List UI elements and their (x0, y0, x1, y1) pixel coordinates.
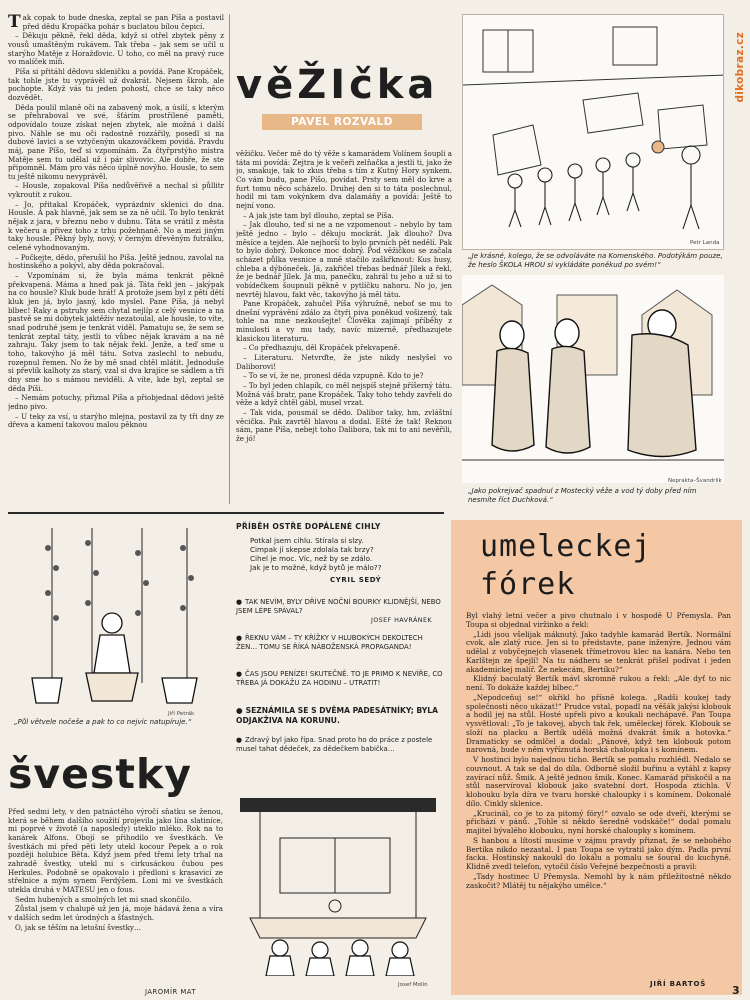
story-paragraph: – Co předhazuju, děl Kropáček překvapeně. (243, 343, 400, 353)
aphorism: ● TAK NEVÍM, BYLY DŘÍVE NOČNÍ BOURKY KLIDNĚJŠÍ, NEBO JSEM LÉPE SPÁVAL? JOSEF HAVRÁNEK (236, 598, 444, 625)
poem-author: CYRIL SEDÝ (330, 576, 382, 584)
story-paragraph: Děda poulil mlaně oči na zabavený mok, a úsilí, s kterým se přehraboval ve své, šťárím prostřílené paměti, odpovídalo touze získat nejen zbytek, ale možná i další pivo. Náhle se mu oči radostně rozzářily, posedl si na dubové lavici a se vztyčeným ukazováčkem povídá. Pravdu máj, pane Píšo, teď si vzpomínám. Za čtyřprstýho mistra Matěje sem tu udělal už i pár slivovic. Ale dobře, že ste připomněl. Mám pro vás něco úplně novýho. Housle, to sem tu ještě nikomu nevyprávěl. (8, 102, 224, 181)
cartoon-caption: „Půl větvele nočeše a pak to co nejvíc natupíruje.“ (14, 718, 192, 726)
story-paragraph: – Počkejte, dědo, přerušil ho Píša. Ještě jednou, zavolal na hostinského a pokývl, aby děda pokračoval. (8, 252, 224, 271)
story-paragraph: „Lidi jsou všelijak máknutý. Jako tadyhle kamarád Bertík. Normální cvok, ale zlatý ruce. Jen si to představte, pane inženýre. Jednou vám udělal z vobyčejnejch vlasenek třímetrovou klec na kanára. Nebo ten Karlštejn ze špejlí! Na tu nádheru se tenkrát přišel podívat i jeden akademickej malíř. Že nekecám, Bertíku?“ (466, 629, 731, 674)
column-rule (229, 14, 230, 504)
story-paragraph: – Jak dlouho, teď si ne a ne vzpomenout – nebylo by tam ještě jedno – bylo – děkuju mockrát. Jak dlouho? Dva měsíce a tejden. Ale nejhorší to bylo prvních pět nedělí. Pak to bylo dobrý. Dokonce moc dobrý. Pod věžičkou se začala scházet půlka vesnice a mně stačilo zaškřknout: Kus husy, chleba a dýbóneček. Já, zakřičel třebas bednář Jílek a řekl, že je bednář Jílek. Já mu, panečku, zahrál tu jeho a už si to vobídečkem šoupnuli pěkně v pytlíčku nahoru. No jo, jen nevrtěj hlavou, fakt věc, takovýho já měl tátu. (236, 220, 452, 299)
aphorism-author: JOSEF HAVRÁNEK (370, 616, 432, 624)
story-paragraph: Pane Kropáček, zahučel Píša výhružně, neboť se mu to dnešní vyprávění zdálo za čtyři piva poněkud vošizený, tak tohle na mne nezkoušejte! Člověka zajímají příběhy z minulosti a vy mu tady, navíc mizerně, předhazujete klasickou literaturu. (236, 299, 452, 343)
hop-garden-drawing (12, 523, 222, 711)
story-paragraph: Před sedmi lety, v den patnáctého výročí sňatku se ženou, která se během dalšího soužití projevila jako lína slatiníce, mi poprvé v životě (a naposledy) uteklo mléko. Rok na to kanárek Alfons. Obojí se přihodilo ve švestkách. Ve švestkách mi před pěti lety utekl kocour Pepek a o rok později holubice Běta. Když jsem před třemi lety trhal na zahradě švestky, utekl mi s cirkusáckou čubou pes Herkules. Podobně se opakovalo i předloni s krasavicí ze střelnice a mým synem Ferdýšem. Loni mi ve švestkách utekla druhá v MATESU jen o fous. (8, 808, 223, 894)
story-forek-body (466, 612, 731, 968)
story-paragraph: Klidný baculatý Bertík mávl skromně rukou a řekl: „Ale dyť to nic není. To dokáže každej blbec.“ (466, 674, 731, 692)
classroom-drawing (463, 15, 724, 250)
story-title: věŽIčka (236, 62, 439, 108)
drop-cap: T (8, 14, 21, 32)
story-paragraph: V hostinci bylo najednou ticho. Bertík se pomalu rozhlédl. Nedalo se couvnout. A tak se dal do díla. Odborně složil buřinu a vytáhl z kapsy zavírací nůž. Šmik. A ještě jednou šmik. Konec. Kamarád přiskočil a na stůl naservíroval klobouk jako svatební dort. Hospoda ztichla. V klobouku byla díra ve tvaru horské chaloupky i s komínem. Dokonalé dílo. Cinkly sklenice. (466, 755, 731, 808)
story-title: umeleckej fórek (480, 529, 652, 602)
story-paragraph: S hanbou a lítostí musíme v zájmu pravdy přiznat, že se nebohého Bertíka nikdo nezastal. I pan Toupa se vytratil jako dým. Padla první facka. Hostinský nakoukl do lokálu a pomalu se šoural do kuchyně. Klidně zvedl telefon, vytočil číslo Veřejné bezpečnosti a pravil: (466, 835, 731, 871)
story-paragraph: – Jo, přitakal Kropáček, vyprázdniv sklenici do dna. Housle. A pak hlavně, jak sem se za ně učil. To bylo tenkrát nějak z jara, v březnu nebo v dubnu. Táta se vrátil z města k večeru a přivez toho z trhu požehnaně. No a mezi jiným taky housle. Pěkný byly, nový, v černým dřevěným futrálku, celené vyhodnovaným. (8, 199, 224, 253)
bullet-icon: ● (236, 598, 243, 606)
section-heading: PŘÍBĚH OSTŘE DOPÁLENÉ CIHLY (236, 522, 381, 531)
story-title: švestky (8, 750, 192, 798)
cartoon-three-men (462, 275, 724, 483)
page-number: 3 (732, 984, 740, 997)
story-paragraph: Byl vlahý letní večer a pivo chutnalo i v hospodě U Přemysla. Pan Toupa si objednal viržinko a řekl: (466, 612, 731, 629)
story-svestky-body (8, 808, 223, 984)
cartoon-artist: Neprakta–Švandrlík (668, 478, 722, 484)
story-paragraph: „Tady hostinec U Přemysla. Nemohl by k nám přiležitostně někdo zaskočit? Mlátěj tu nějakýho umělce.“ (466, 871, 731, 890)
aphorism: ● SEZNÁMILA SE S DVĚMA PADESÁTNÍKY; BYLA ODJAKŽIVA NA KORUNU. (236, 706, 438, 725)
bullet-icon: ● (236, 736, 243, 744)
story-paragraph: – Tak vida, pousmál se dědo. Dalibor taky, hm, zvláštní věcička. Pak zavrtěl hlavou a dodal. Ešté že tak! Reknou sám, pane Píša, nebejt toho Dalibora, tak mi to ani nevěřili, že jó! (236, 408, 452, 443)
story-paragraph: – Literaturu. Netvrďte, že jste nikdy neslyšel vo Daliborovi! (236, 353, 452, 371)
story-paragraph: – To byl jeden chlapík, co měl nejspíš stejně příšerný tátu. Možná váš bratr, pane Kropáček. Taky toho tehdy zavřeli do věže a když chtěl gábl, musel vrzat. (236, 381, 452, 408)
story-paragraph: – Housle, zopakoval Píša nedůvěřivě a nechal si půllitr vykroutit z rukou. (8, 181, 224, 200)
cartoon-artist: Jiří Petrák (168, 711, 195, 717)
cartoon-artist: Josef Molín (398, 982, 428, 988)
aphorism: ● Zdravý byl jako řípa. Snad proto ho do práce z postele musel tahat dědeček, za dědečkem babička… (236, 736, 433, 753)
cartoon-stage (240, 798, 436, 976)
cartoon-classroom (462, 14, 724, 250)
aphorism: ● ČAS JSOU PENÍZE! SKUTEČNĚ. TO JE PRIMO K NEVÍŘE, CO TŘEBA JÁ DOKÁŽU ZA HODINU – UTRATIT! (236, 670, 443, 687)
story-vezicka-column-2 (236, 150, 452, 490)
cartoon-caption: „Je krásné, kolego, že se odvoláváte na Komenského. Podotýkám pouze, že heslo ŠKOLA HROU si vykládáte poněkud po svém!“ (468, 252, 723, 269)
story-paragraph: – A jak jste tam byl dlouho, zeptal se Píša. (243, 210, 394, 220)
story-paragraph: Zůstal jsem v chalupě už jen já, moje hádavá žena a víra v dalších sedm let úrodných a šťastných. (8, 904, 223, 922)
cartoon-caption: „Jako pokrejvač spadnul z Mostecký věže a vod tý doby před ním nesmíte říct Duchková.“ (468, 487, 697, 504)
story-author: JIŘÍ BARTOŠ (650, 980, 707, 988)
story-paragraph: věžičku. Večer mě do tý věže s kamarádem Volínem šoupli a táta mi povídá: Zejtra je k večeři zelňačka a jestli ti, jako že jo, smakuje, tak to zkus třeba s tím z Kutný Hory synkem. Co vám budu, pane Píšo, povídat. Prsty sem měl do krve a furt tomu něco scházelo. Druhej den si to táta poslechnul, hodil mi tam vokýnkem dva dalamáňy a povídá: Ještě to nejní vono. (236, 150, 452, 210)
poem-line: Potkal jsem cihlu. Stírala si slzy. (250, 536, 364, 545)
section-divider (8, 512, 444, 514)
cartoon-artist: Petr Landa (690, 240, 720, 246)
bullet-icon: ● (236, 670, 243, 678)
story-paragraph: – Vzpomínám si, že byla máma tenkrát pěkně překvapená. Máma a hned pak já. Táta řekl jen – jakýpak na co housle? Kluk bude hrát! A protože jsem byl z pěti dětí kluk jen já, bylo jasný, kdo myslel. Pane Píša, já nebyl blbec! Raky a pstruhy sem chytal nejlíp z celý vesnice a na pastvě se mi dobytek jaktěživ nezatoulal, ale housle, to víte, snad podruhé jsem je tenkrát viděl. Pamatuju se, že sem se tenkrát zeptal táty, jestli to vůbec nějak kravám a na ně zahraju. Taky jsem to tak nějak řekl. Jenže, a teď sme u toho, takovýho já měl tátu. Sotva zaslechl to nebudu, rozepnul řemen. No že by mě snad chtěl mlátit. Jednoduše si převlík kalhoty za starý, vzal si dva krajíce se sádlem a tři dny sme ho s mámou neviděli. A víte, kde byl, zeptal se děda Píši. (8, 271, 224, 393)
story-author: PAVEL ROZVALD (262, 114, 422, 130)
story-paragraph: – Nemám potuchy, přiznal Píša a přiobjednal dědovi ještě jedno pivo. (8, 393, 224, 411)
poem-line: Cihel je moc. Víc, než by se zdálo. (250, 554, 373, 563)
story-paragraph: – Děkuju pěkně, řekl děda, když si otřel zbytek pěny z vousů umaštěným rukávem. Tak třeba – jak sem se učil u starýho Matěje z Horažďovic. U toho, co měl na pravý ruce vo malíček míň. (8, 31, 224, 67)
story-paragraph: – U teky za vsí, u starýho mlejna, postavil za ty tři dny ze dřeva a kamení takovou malou pěknou (8, 411, 224, 430)
story-paragraph: O, jak se těším na letošní švestky… (15, 922, 142, 932)
story-paragraph: Píša si přitáhl dědovu skleničku a povídá. Pane Kropáček, tak tohle jste tu vyprávěl už dvakrát. Nejsem škrob, ale pochopte. Když vás tu jeden pohostí, chce se taky něco dozvědět. (8, 66, 224, 102)
bullet-icon: ● (236, 706, 243, 715)
cartoon-hop-picker (12, 523, 222, 711)
story-paragraph: „Krucinál, co je to za pitomý fóry!“ ozvalo se ode dveří, kterými se přichází v pánů. „Tohle si někdo šeredně vodskáče!“ dodal pomalu majitel bývalého klobouku, nyní horské chaloupky s komínem. (466, 808, 731, 835)
bullet-icon: ● (236, 634, 243, 642)
story-author: JAROMÍR MAT (145, 988, 196, 996)
poem-line: Cimpak jí skepse zdolala tak brzy? (250, 545, 374, 554)
stage-drawing (240, 798, 436, 976)
site-watermark: dikobraz.cz (734, 32, 746, 103)
street-drawing (462, 275, 724, 483)
story-paragraph: „Nepodceňuj se!“ okřikl ho přísně kolega. „Radši koukej tady společnosti něco ukázat!“ Prudce vstal, popadl na věšák jakýsi klobouk a hodil jej na stůl. Hosté upřeli pivo a koukali nechápavě. Pan Toupa vysvětloval: „To je takovej, abych tak řek, uměleckej fórek. Klobouk se složí na placku a Bertík udělá možná dvakrát šmik a hotovka.“ Dramaticky se odmlčel a dodal: „Pánové, když ten klobouk potom narovná, bude v něm vyříznutá horská chaloupka i s komínem. (466, 692, 731, 755)
story-paragraph: Tak copak to bude dneska, zeptal se pan Píša a postavil před dědu Kropáčka pohár s buclatou bílou čepicí. (8, 14, 224, 32)
aphorism: ● ŘEKNU VÁM – TY KŘÍŽKY V HLUBOKÝCH DEKOLTECH ŽEN… TOMU SE ŘÍKÁ NÁBOŽENSKÁ PROPAGANDA! (236, 634, 423, 651)
story-paragraph: – To se ví, že ne, pronesl děda vzpupně. Kdo to je? (243, 371, 424, 381)
poem-line: Jak je to možné, když bytů je málo?? (250, 563, 382, 572)
poem (250, 536, 445, 572)
story-paragraph: Sedm hubených a smolných let mi snad skončilo. (15, 894, 192, 904)
